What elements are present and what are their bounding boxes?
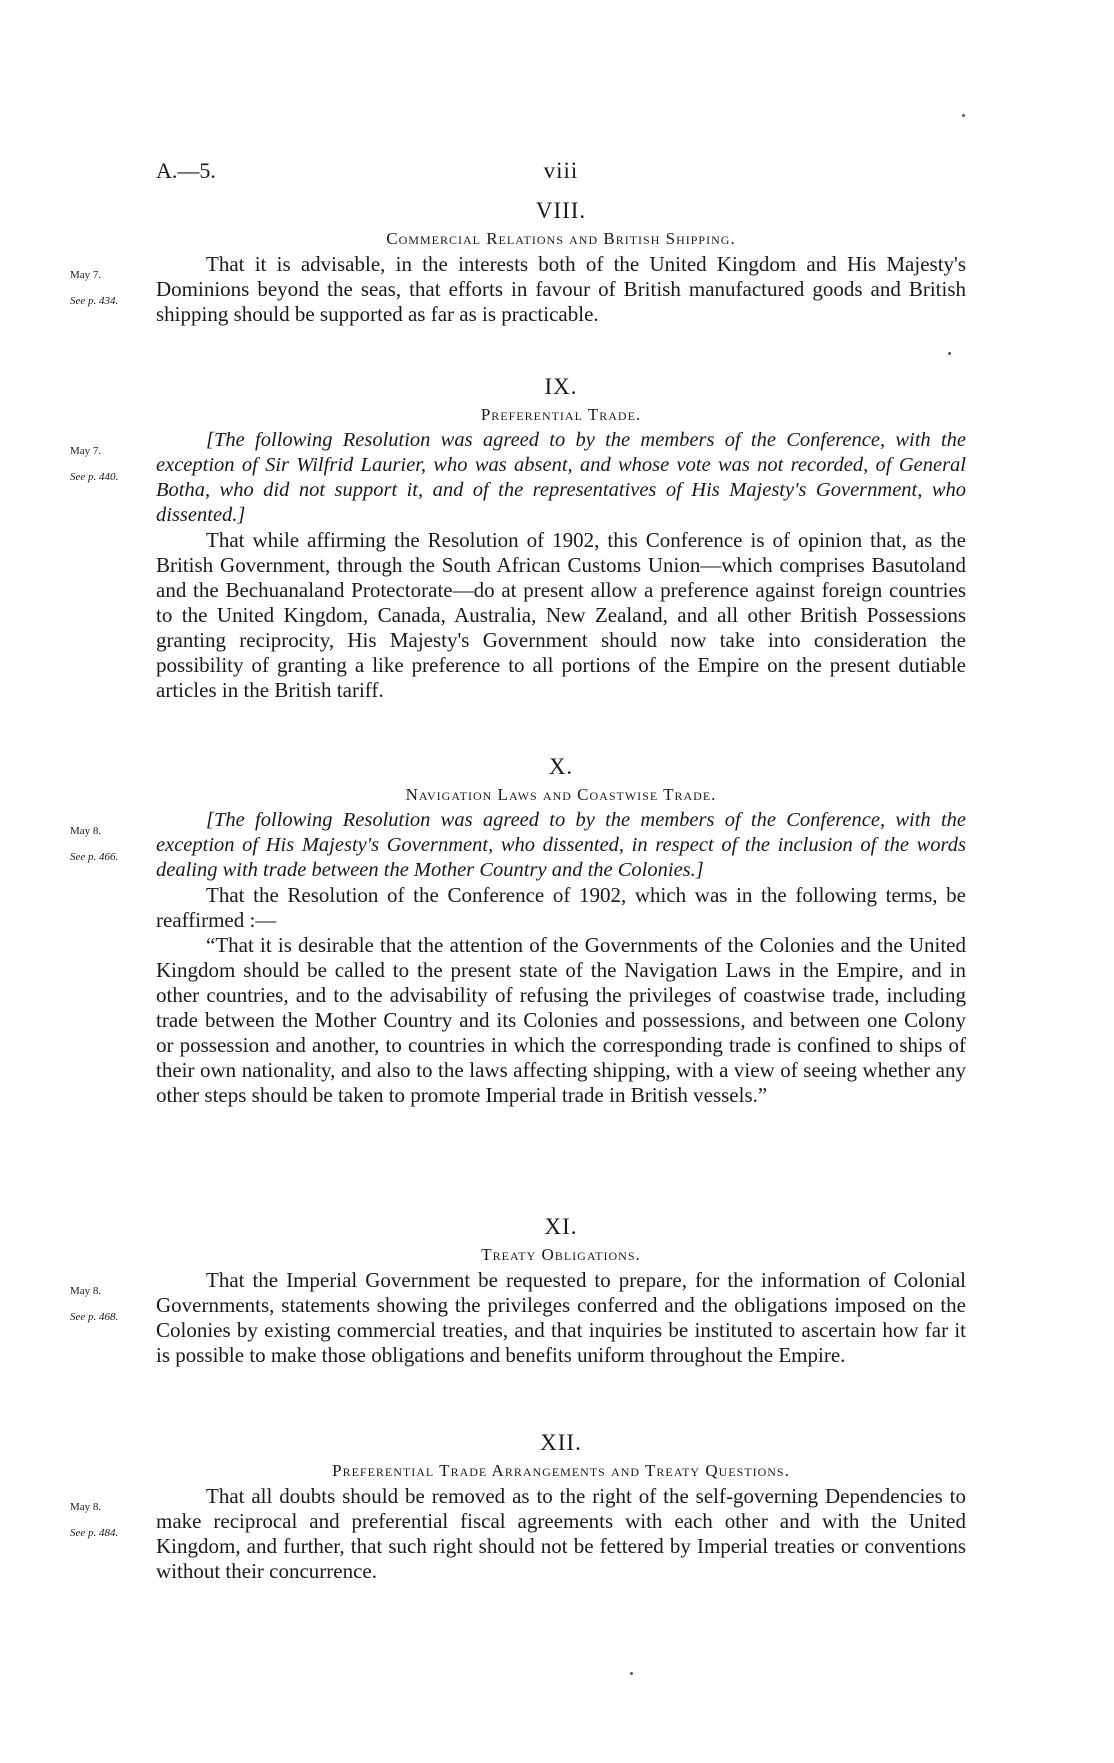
margin-date: May 8. [70,825,102,837]
margin-page-reference: See p. 466. [70,851,119,863]
resolution-paragraph: That the Imperial Government be requested to prepare, for the information of Colonial Governments, statements showing the privileges conferred and the obligations imposed on the Colonies by existing commercial treaties, and that inquiries be instituted to ascertain how far it is possible to make those obligations and benefits uniform throughout the Empire. [156,1268,966,1367]
section-numeral: VIII. [535,198,587,223]
section-viii [156,196,966,327]
margin-date: May 8. [70,1285,102,1297]
margin-note-x [70,818,150,870]
margin-page-reference: See p. 440. [70,471,119,483]
scan-speck [630,1672,633,1675]
margin-date: May 7. [70,269,102,281]
margin-page-reference: See p. 468. [70,1311,119,1323]
page-number: viii [543,158,579,183]
resolution-note: [The following Resolution was agreed to by the members of the Conference, with the exception of His Majesty's Government, who dissented, in respect of the inclusion of the words dealing with trade between the Mother Country and the Colonies.] [156,809,966,881]
margin-note-ix [70,438,150,490]
resolution-paragraph: That all doubts should be removed as to the right of the self-governing Dependencies to make reciprocal and preferential fiscal agreements with each other and with the United Kingdom, and further, that such right should not be fettered by Imperial treaties or conventions without their concurrence. [156,1484,966,1583]
scan-speck [948,352,951,355]
section-x [156,752,966,1108]
section-ix [156,372,966,703]
resolution-paragraph: That the Resolution of the Conference of 1902, which was in the following terms, be reaffirmed :— [156,883,966,932]
margin-note-viii [70,262,150,314]
section-xi [156,1212,966,1368]
resolution-paragraph: That it is advisable, in the interests both of the United Kingdom and His Majesty's Dominions beyond the seas, that efforts in favour of British manufactured goods and British shipping should be supported as far as is practicable. [156,252,966,326]
section-numeral: X. [548,754,574,779]
section-title: Preferential Trade Arrangements and Treaty Questions. [332,1461,790,1480]
section-xii [156,1428,966,1584]
page-header [156,158,966,188]
resolution-note: [The following Resolution was agreed to by the members of the Conference, with the exception of Sir Wilfrid Laurier, who was absent, and whose vote was not recorded, of General Botha, who did not support it, and of the representatives of His Majesty's Government, who dissented.] [156,429,966,526]
document-reference: A.—5. [156,158,216,183]
margin-date: May 7. [70,445,102,457]
margin-date: May 8. [70,1501,102,1513]
section-numeral: XII. [540,1430,582,1455]
margin-page-reference: See p. 434. [70,295,119,307]
section-numeral: IX. [544,374,578,399]
margin-note-xi [70,1278,150,1330]
section-title: Navigation Laws and Coastwise Trade. [405,785,717,804]
section-title: Treaty Obligations. [481,1245,641,1264]
section-title: Preferential Trade. [480,405,642,424]
section-numeral: XI. [544,1214,578,1239]
quoted-resolution: “That it is desirable that the attention of the Governments of the Colonies and the United Kingdom should be called to the present state of the Navigation Laws in the Empire, and in other countries, and to the advisability of refusing the privileges of coastwise trade, including trade between the Mother Country and its Colonies and possessions, and between one Colony or possession and another, to countries in which the corresponding trade is confined to ships of their own nationality, and also to the laws affecting shipping, with a view of seeing whether any other steps should be taken to promote Imperial trade in British vessels.” [156,933,966,1107]
section-title: Commercial Relations and British Shipping. [386,229,736,248]
scan-speck [962,114,965,117]
resolution-paragraph: That while affirming the Resolution of 1902, this Conference is of opinion that, as the British Government, through the South African Customs Union—which comprises Basutoland and the Bechuanaland Protectorate—do at present allow a preference against foreign countries to the United Kingdom, Canada, Australia, New Zealand, and all other British Possessions granting reciprocity, His Majesty's Government should now take into consideration the possibility of granting a like preference to all portions of the Empire on the present dutiable articles in the British tariff. [156,528,966,702]
margin-note-xii [70,1494,150,1546]
margin-page-reference: See p. 484. [70,1527,119,1539]
